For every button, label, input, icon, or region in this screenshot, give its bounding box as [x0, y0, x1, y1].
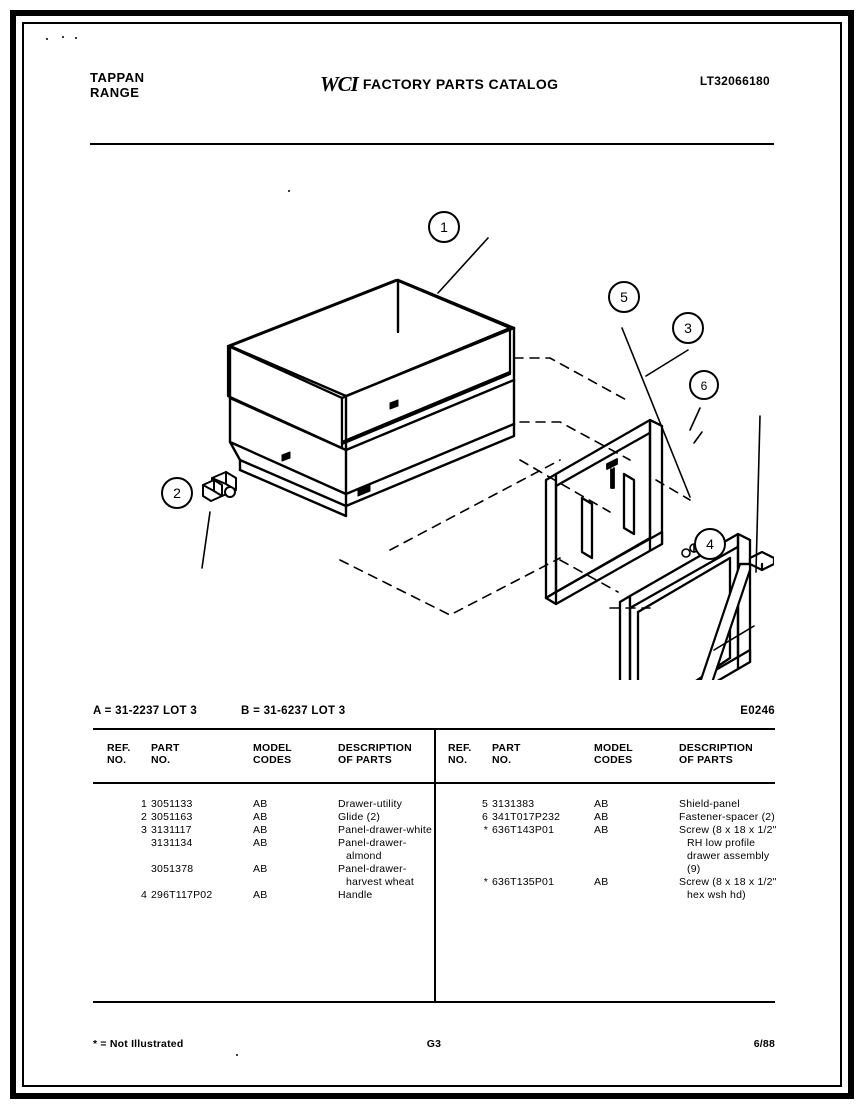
table-row [434, 850, 775, 863]
column-header-desc2-line1: DESCRIPTION [679, 742, 753, 754]
column-header-part-line2: NO. [151, 754, 171, 766]
document-code: LT32066180 [699, 74, 770, 88]
column-header-model-2 [594, 742, 656, 766]
cell-model-codes: AB [253, 837, 268, 849]
parts-rows-right [434, 798, 775, 902]
column-header-desc2-line2: OF PARTS [679, 754, 733, 766]
header-divider [90, 143, 774, 145]
column-header-ref-line2: NO. [107, 754, 127, 766]
callout-5: 5 [620, 289, 628, 305]
parts-table-right [434, 728, 775, 1001]
table-row [93, 837, 434, 850]
cell-description: Fastener-spacer (2) [679, 811, 775, 823]
column-header-ref-line1: REF. [107, 742, 131, 754]
table-bottom-rule [93, 1001, 775, 1003]
cell-description: Glide (2) [338, 811, 381, 823]
cell-description: hex wsh hd) [687, 889, 746, 901]
parts-rows-left [93, 798, 434, 902]
brand-line-2: RANGE [90, 85, 140, 100]
cell-description: drawer assembly [687, 850, 770, 862]
column-header-part-line1: PART [151, 742, 180, 754]
wci-logo: WCI [320, 72, 358, 96]
cell-model-codes: AB [253, 889, 268, 901]
parts-table-left [93, 728, 434, 1001]
lot-b-label: B = 31-6237 LOT 3 [241, 705, 346, 717]
table-row [93, 798, 434, 811]
column-header-part [151, 742, 241, 766]
cell-description: RH low profile [687, 837, 756, 849]
footnote-not-illustrated: * = Not Illustrated [93, 1038, 184, 1050]
cell-part-no: 3051133 [151, 798, 193, 810]
column-header-model [253, 742, 315, 766]
cell-part-no: 3051378 [151, 863, 194, 875]
table-row [93, 824, 434, 837]
column-header-ref-2 [448, 742, 496, 766]
speck [75, 37, 77, 39]
callout-1: 1 [440, 219, 448, 235]
column-header-model-line2: CODES [253, 754, 292, 766]
cell-description: almond [346, 850, 382, 862]
revision-date: 6/88 [753, 1038, 775, 1050]
cell-part-no: 3131134 [151, 837, 193, 849]
exploded-view-illustration [90, 160, 774, 680]
column-header-ref2-line1: REF. [448, 742, 472, 754]
column-header-part2-line2: NO. [492, 754, 512, 766]
cell-part-no: 636T143P01 [492, 824, 555, 836]
cell-model-codes: AB [594, 876, 609, 888]
lot-a-label: A = 31-2237 LOT 3 [93, 705, 198, 717]
table-row [93, 863, 434, 876]
table-row [434, 811, 775, 824]
cell-ref-no: * [483, 824, 488, 836]
cell-ref-no: * [483, 876, 488, 888]
column-header-model2-line2: CODES [594, 754, 633, 766]
column-header-model-line1: MODEL [253, 742, 292, 754]
cell-description: Handle [338, 889, 373, 901]
table-row [434, 863, 775, 876]
column-header-ref2-line2: NO. [448, 754, 468, 766]
catalog-title [320, 72, 558, 97]
cell-description: Panel-drawer- [338, 837, 407, 849]
callout-6: 6 [700, 379, 708, 393]
cell-ref-no: 6 [481, 811, 488, 823]
cell-part-no: 3131117 [151, 824, 192, 836]
column-header-ref [107, 742, 155, 766]
cell-part-no: 341T017P232 [492, 811, 561, 823]
column-header-desc-line2: OF PARTS [338, 754, 392, 766]
cell-model-codes: AB [594, 824, 609, 836]
cell-model-codes: AB [594, 798, 609, 810]
cell-description: harvest wheat [346, 876, 414, 888]
cell-part-no: 296T117P02 [151, 889, 213, 901]
cell-description: Drawer-utility [338, 798, 403, 810]
cell-part-no: 3051163 [151, 811, 193, 823]
cell-model-codes: AB [253, 863, 268, 875]
cell-ref-no: 1 [140, 798, 147, 810]
column-header-part2-line1: PART [492, 742, 521, 754]
column-header-description-2 [679, 742, 779, 766]
column-header-description [338, 742, 438, 766]
column-header-part-2 [492, 742, 582, 766]
cell-ref-no: 5 [481, 798, 488, 810]
table-row [434, 837, 775, 850]
table-row [93, 811, 434, 824]
cell-model-codes: AB [253, 811, 268, 823]
column-header-desc-line1: DESCRIPTION [338, 742, 412, 754]
callout-3: 3 [684, 320, 692, 336]
catalog-title-text: FACTORY PARTS CATALOG [362, 76, 559, 92]
cell-description: Screw (8 x 18 x 1/2" [679, 876, 777, 888]
page-number: G3 [426, 1038, 442, 1050]
page-header [70, 52, 770, 102]
figure-code: E0246 [740, 705, 775, 717]
brand-line-1: TAPPAN [90, 70, 145, 85]
speck [46, 38, 48, 40]
callout-4: 4 [706, 536, 714, 552]
cell-description: Shield-panel [679, 798, 740, 810]
speck [236, 1054, 238, 1056]
table-row [93, 889, 434, 902]
brand-name [90, 70, 145, 100]
table-row [93, 876, 434, 889]
table-row [434, 824, 775, 837]
cell-part-no: 3131383 [492, 798, 535, 810]
table-row [434, 889, 775, 902]
callout-2: 2 [173, 485, 181, 501]
cell-model-codes: AB [253, 824, 268, 836]
cell-description: (9) [687, 863, 701, 875]
cell-ref-no: 2 [140, 811, 147, 823]
cell-description: Panel-drawer-white [338, 824, 433, 836]
cell-ref-no: 4 [140, 889, 147, 901]
cell-description: Screw (8 x 18 x 1/2" [679, 824, 777, 836]
cell-ref-no: 3 [140, 824, 147, 836]
column-header-model2-line1: MODEL [594, 742, 633, 754]
speck [62, 36, 64, 38]
cell-part-no: 636T135P01 [492, 876, 555, 888]
cell-model-codes: AB [594, 811, 609, 823]
parts-table [93, 728, 775, 1003]
table-row [434, 876, 775, 889]
cell-model-codes: AB [253, 798, 268, 810]
table-row [434, 798, 775, 811]
cell-description: Panel-drawer- [338, 863, 407, 875]
table-row [93, 850, 434, 863]
